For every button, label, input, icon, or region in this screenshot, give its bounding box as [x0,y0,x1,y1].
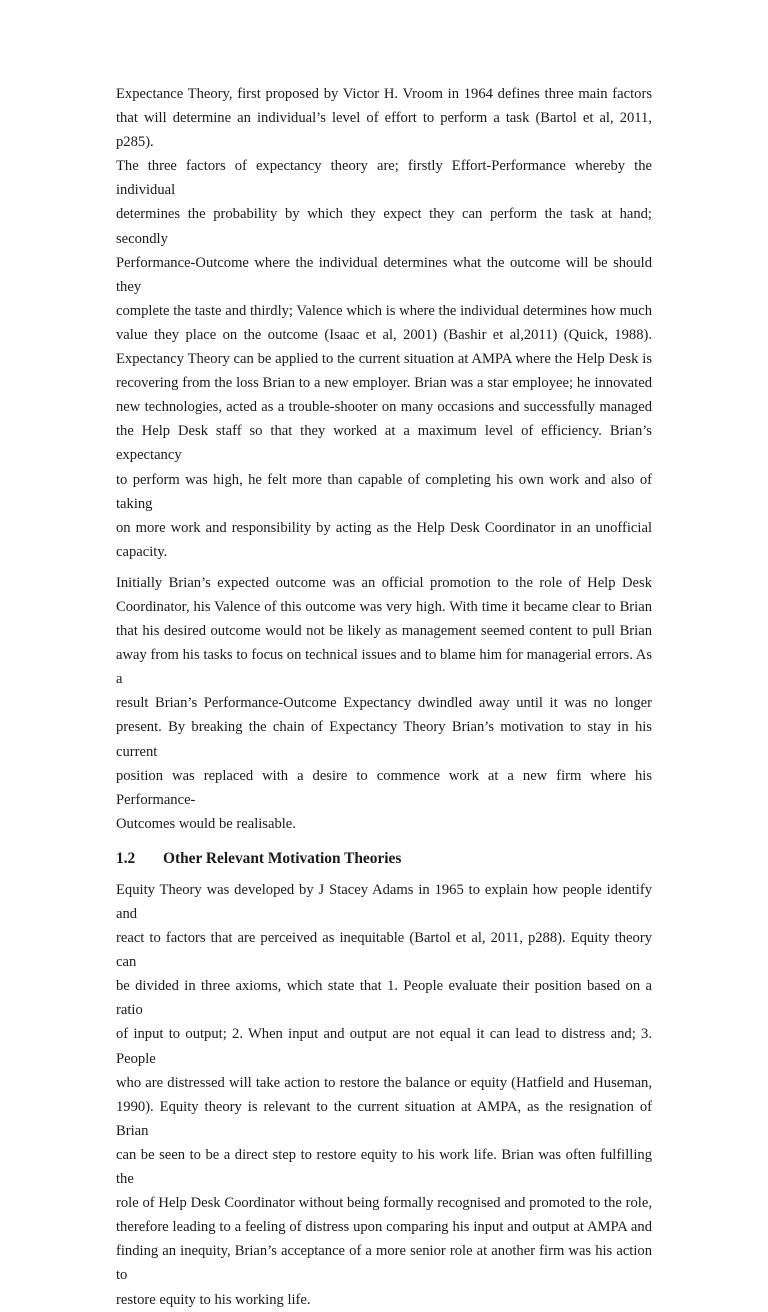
text-line: who are distressed will take action to restore the balance or equity (Hatfield and Huseman, [116,1074,652,1091]
text-line: finding an inequity, Brian’s acceptance of a more senior role at another firm was his action to [116,1243,652,1284]
text-line: away from his tasks to focus on technical issues and to blame him for managerial errors. As a [116,647,652,688]
text-line: on more work and responsibility by acting as the Help Desk Coordinator in an unofficial [116,519,652,536]
section-title: Other Relevant Motivation Theories [163,849,402,867]
text-line: complete the taste and thirdly; Valence which is where the individual determines how much [116,302,652,319]
text-line: react to factors that are perceived as inequitable (Bartol et al, 2011, p288). Equity theory can [116,930,652,971]
text-line: recovering from the loss Brian to a new employer. Brian was a star employee; he innovated [116,375,652,392]
text-line: position was replaced with a desire to commence work at a new firm where his Performance- [116,767,652,808]
text-line: new technologies, acted as a trouble-shooter on many occasions and successfully managed [116,399,652,416]
section-heading [116,844,652,874]
text-line: Expectancy Theory can be applied to the current situation at AMPA where the Help Desk is [116,351,652,368]
text-line: Equity Theory was developed by J Stacey Adams in 1965 to explain how people identify and [116,881,652,922]
text-line: Coordinator, his Valence of this outcome was very high. With time it became clear to Brian [116,598,652,615]
text-line: the Help Desk staff so that they worked at a maximum level of efficiency. Brian’s expectancy [116,423,652,464]
section-number: 1.2 [116,849,136,867]
text-line: The three factors of expectancy theory are; firstly Effort-Performance whereby the individual [116,158,652,199]
text-line: determines the probability by which they expect they can perform the task at hand; secondly [116,206,652,247]
text-line: that his desired outcome would not be likely as management seemed content to pull Brian [116,623,652,640]
text-line: value they place on the outcome (Isaac et al, 2001) (Bashir et al,2011) (Quick, 1988). [116,326,652,343]
text-line: that will determine an individual’s level of effort to perform a task (Bartol et al, 2011, p285). [116,110,652,151]
text-line: result Brian’s Performance-Outcome Expectancy dwindled away until it was no longer [116,695,652,712]
text-line: capacity. [116,543,168,560]
text-line: Outcomes would be realisable. [116,815,296,832]
paragraph-equity-theory [116,878,652,1312]
text-line: restore equity to his working life. [116,1291,311,1308]
text-line: be divided in three axioms, which state that 1. People evaluate their position based on a ratio [116,978,652,1019]
text-line: to perform was high, he felt more than capable of completing his own work and also of taking [116,471,652,512]
text-line: Initially Brian’s expected outcome was an official promotion to the role of Help Desk [116,574,652,591]
text-line: Performance-Outcome where the individual determines what the outcome will be should they [116,254,652,295]
text-line: 1990). Equity theory is relevant to the current situation at AMPA, as the resignation of Brian [116,1098,652,1139]
text-line: present. By breaking the chain of Expectancy Theory Brian’s motivation to stay in his current [116,719,652,760]
document-body [116,82,652,1312]
text-line: role of Help Desk Coordinator without being formally recognised and promoted to the role, [116,1195,652,1212]
paragraph-expectancy-theory [116,82,652,564]
paragraph-brian-outcome [116,571,652,836]
text-line: can be seen to be a direct step to restore equity to his work life. Brian was often fulfilling the [116,1146,652,1188]
text-line: therefore leading to a feeling of distress upon comparing his input and output at AMPA and [116,1219,652,1236]
text-line: of input to output; 2. When input and output are not equal it can lead to distress and; 3. People [116,1026,652,1067]
text-line: Expectance Theory, first proposed by Victor H. Vroom in 1964 defines three main factors [116,86,652,102]
